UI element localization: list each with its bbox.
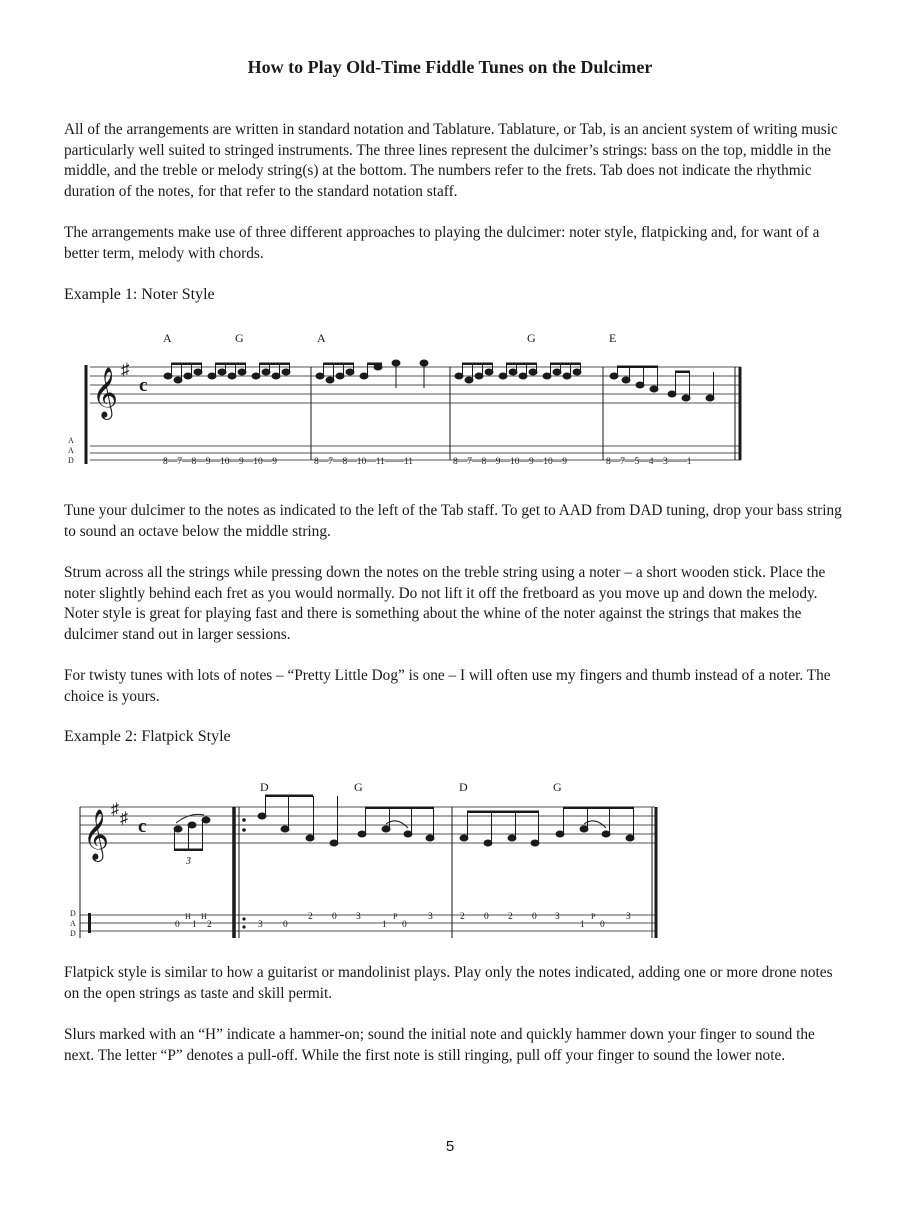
ex1-key-sharp: ♯ xyxy=(121,360,130,379)
ex2-tab-pickup-1: 1 xyxy=(192,920,197,930)
ex2-tab-m2-4: 0 xyxy=(532,912,537,922)
noter-paragraph-1: Tune your dulcimer to the notes as indicated to the left of the Tab staff. To get to AAD from DAD tuning, drop your bass string to sound an octave below the middle string. xyxy=(64,502,842,540)
ex2-tab-pickup-0: 0 xyxy=(175,920,180,930)
ex2-tab-pickup-h2: H xyxy=(201,912,207,921)
ex2-tab-bracket xyxy=(88,913,91,933)
ex2-tab-m1-5: 3 xyxy=(356,912,361,922)
ex1-tuning-3: D xyxy=(68,456,74,465)
intro-paragraph-1: All of the arrangements are written in standard notation and Tablature. Tablature, or Tab, is an ancient system of writing music particularly well suited to stringed instruments. The three lines represent the dulcimer’s strings: bass on the top, middle in the middle, and the treble or melody string(s) at the bottom. The numbers refer to the frets. Tab does not indicate the rhythmic duration of the notes, for that refer to the standard notation staff. xyxy=(64,121,838,200)
example-1-heading: Example 1: Noter Style xyxy=(64,286,215,303)
ex2-tab-m1-7: 0 xyxy=(402,920,407,930)
ex2-tuning-3: D xyxy=(70,929,76,938)
ex2-tab-m2-7: 0 xyxy=(600,920,605,930)
ex1-chord-5: E xyxy=(609,331,617,345)
ex1-tab-measure-2: 8—7—8—10—11——11 xyxy=(314,457,414,467)
ex2-chord-4: G xyxy=(553,780,562,794)
ex1-treble-clef: 𝄞 xyxy=(92,368,119,417)
ex1-chord-2: G xyxy=(235,331,244,345)
ex1-tab-measure-3: 8—7—8—9—10—9—10—9 xyxy=(453,457,567,467)
ex1-tab-measure-1: 8—7—8—9—10—9—10—9 xyxy=(163,457,277,467)
ex2-tuning-2: A xyxy=(70,919,76,928)
ex2-tab-m1-6: 1 xyxy=(382,920,387,930)
ex2-time-signature: c xyxy=(138,816,147,837)
ex2-tab-pickup-2: 2 xyxy=(207,920,212,930)
flatpick-paragraph-1: Flatpick style is similar to how a guitarist or mandolinist plays. Play only the notes indicated, adding one or more drone notes on the open strings as taste and skill permit. xyxy=(64,964,833,1002)
ex1-chord-3: A xyxy=(317,331,326,345)
ex1-tab-measure-4: 8—7—5—4—3——1 xyxy=(606,457,692,467)
ex2-chord-1: D xyxy=(260,780,269,794)
ex2-tab-m1-p: P xyxy=(393,912,398,921)
ex2-tab-m1-3: 2 xyxy=(308,912,313,922)
ex1-chord-1: A xyxy=(163,331,172,345)
ex2-triplet-mark: 3 xyxy=(186,856,191,867)
ex2-staff xyxy=(80,807,655,843)
ex2-tab-m1-4: 0 xyxy=(332,912,337,922)
ex2-chord-3: D xyxy=(459,780,468,794)
ex1-tuning-1: A xyxy=(68,436,74,445)
page-title: How to Play Old-Time Fiddle Tunes on the Dulcimer xyxy=(247,57,653,77)
ex1-tuning-2: A xyxy=(68,446,74,455)
ex2-tab-m1-8: 3 xyxy=(428,912,433,922)
ex2-tab-staff xyxy=(80,915,655,931)
noter-paragraph-3: For twisty tunes with lots of notes – “Pretty Little Dog” is one – I will often use my fingers and thumb instead of a noter. The choice is yours. xyxy=(64,667,831,705)
flatpick-paragraph-2: Slurs marked with an “H” indicate a hammer-on; sound the initial note and quickly hammer down your finger to sound the next. The letter “P” denotes a pull-off. While the first note is still ringing, pull off your finger to sound the lower note. xyxy=(64,1026,815,1064)
ex2-tab-m1-1: 3 xyxy=(258,920,263,930)
ex2-pickup xyxy=(174,814,210,867)
ex2-key-sharp-1: ♯ xyxy=(111,801,119,818)
intro-paragraph-2: The arrangements make use of three different approaches to playing the dulcimer: noter style, flatpicking and, for want of a better term, melody with chords. xyxy=(64,224,820,262)
ex1-chord-4: G xyxy=(527,331,536,345)
ex2-tab-m2-8: 3 xyxy=(626,912,631,922)
ex2-treble-clef: 𝄞 xyxy=(83,810,110,859)
ex2-tuning-1: D xyxy=(70,909,76,918)
ex2-tab-m2-p: P xyxy=(591,912,596,921)
page-number: 5 xyxy=(445,1138,455,1155)
ex2-tab-m2-2: 0 xyxy=(484,912,489,922)
ex2-tab-m2-3: 2 xyxy=(508,912,513,922)
ex2-tab-m1-2: 0 xyxy=(283,920,288,930)
ex1-time-signature: c xyxy=(139,375,148,396)
ex2-measure-2 xyxy=(460,807,634,847)
noter-paragraph-2: Strum across all the strings while pressing down the notes on the treble string using a noter – a short wooden stick. Place the noter slightly behind each fret as you would normally. Do not lift it off the fretboard as you move up and down the melody. Noter style is great for playing fast and there is something about the whine of the noter against the strings that makes the dulcimer stand out in larger sessions. xyxy=(64,564,826,643)
ex2-tab-m2-6: 1 xyxy=(580,920,585,930)
ex2-tab-m2-1: 2 xyxy=(460,912,465,922)
ex2-key-sharp-2: ♯ xyxy=(120,810,128,827)
ex2-tab-m2-5: 3 xyxy=(555,912,560,922)
example-2-heading: Example 2: Flatpick Style xyxy=(64,728,231,745)
ex2-measure-1 xyxy=(258,795,434,847)
ex2-chord-2: G xyxy=(354,780,363,794)
ex2-tab-pickup-h1: H xyxy=(185,912,191,921)
